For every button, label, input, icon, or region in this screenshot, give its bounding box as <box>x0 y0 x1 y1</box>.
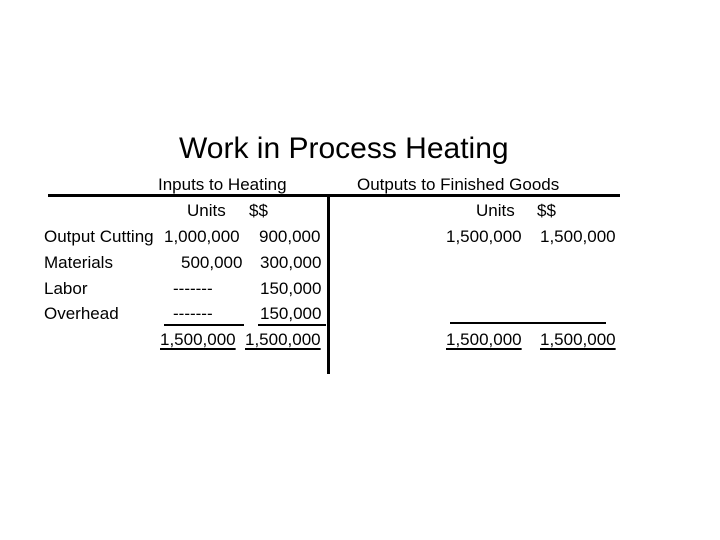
row-units-output-cutting: 1,000,000 <box>164 227 240 246</box>
row-dollars-overhead: 150,000 <box>260 304 322 323</box>
right-total-units: 1,500,000 <box>446 330 522 349</box>
row-units-overhead: ------- <box>173 304 213 323</box>
left-total-dollars: 1,500,000 <box>245 330 321 349</box>
inputs-header: Inputs to Heating <box>158 175 287 194</box>
right-units-header: Units <box>476 201 515 220</box>
t-account-horizontal-line <box>48 194 620 197</box>
row-label-overhead: Overhead <box>44 304 119 323</box>
row-label-output-cutting: Output Cutting <box>44 227 154 246</box>
row-dollars-labor: 150,000 <box>260 279 322 298</box>
right-subtotal-underline <box>450 322 606 324</box>
row-label-materials: Materials <box>44 253 113 272</box>
row-dollars-output-cutting: 900,000 <box>259 227 321 246</box>
left-dollars-subtotal-underline <box>258 324 326 326</box>
row-units-materials: 500,000 <box>181 253 243 272</box>
left-units-subtotal-underline <box>164 324 244 326</box>
row-dollars-materials: 300,000 <box>260 253 322 272</box>
row-units-labor: ------- <box>173 279 213 298</box>
right-row-dollars: 1,500,000 <box>540 227 616 246</box>
outputs-header: Outputs to Finished Goods <box>357 175 560 194</box>
left-units-header: Units <box>187 201 226 220</box>
left-dollars-header: $$ <box>249 201 268 220</box>
right-dollars-header: $$ <box>537 201 556 220</box>
row-label-labor: Labor <box>44 279 88 298</box>
slide-title: Work in Process Heating <box>179 132 509 165</box>
right-total-dollars: 1,500,000 <box>540 330 616 349</box>
left-total-units: 1,500,000 <box>160 330 236 349</box>
t-account-vertical-line <box>327 194 330 374</box>
right-row-units: 1,500,000 <box>446 227 522 246</box>
